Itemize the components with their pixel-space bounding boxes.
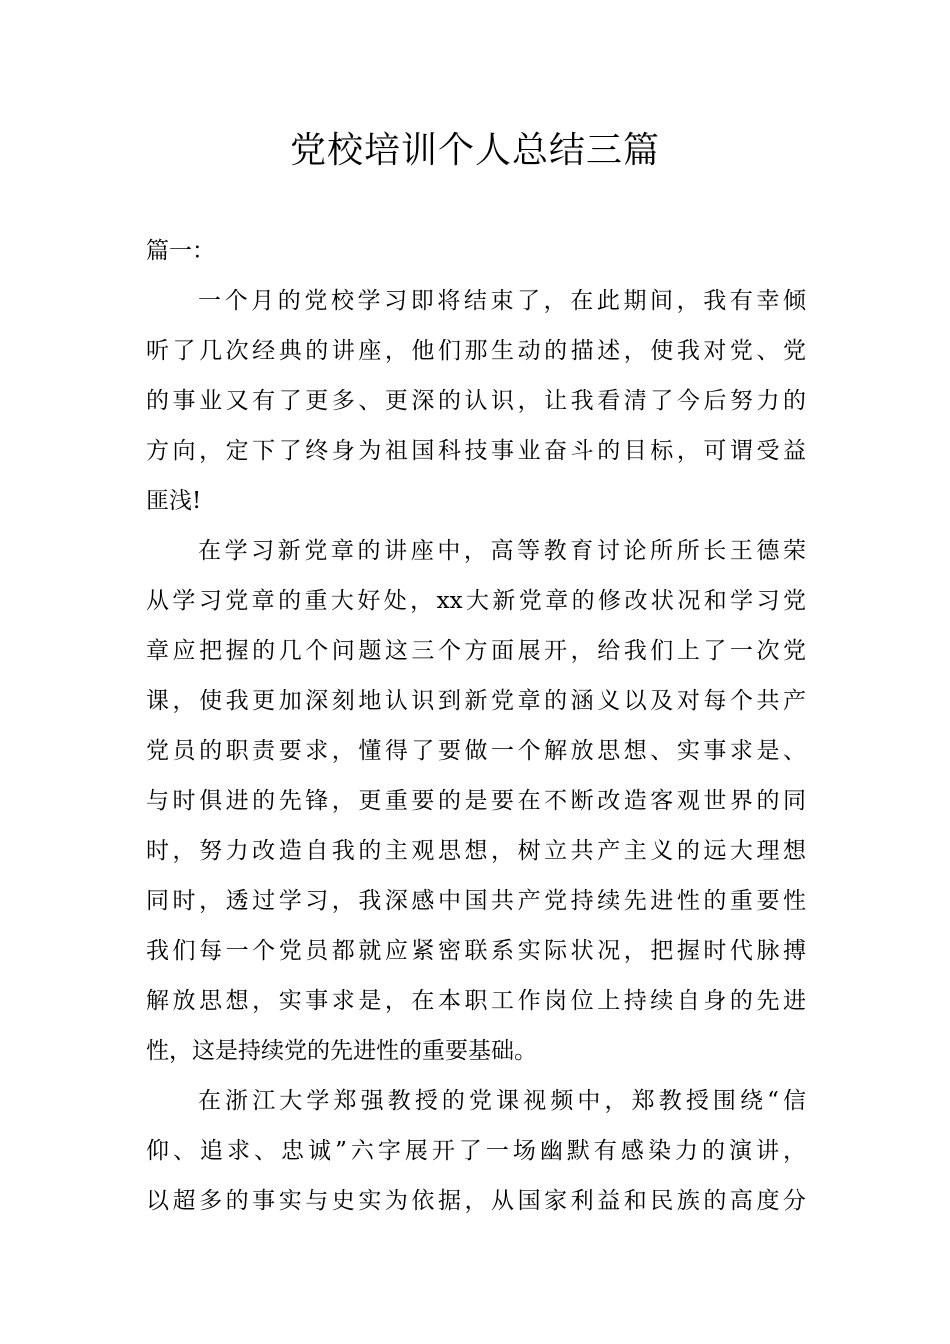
- paragraph-line: 的事业又有了更多、更深的认识，让我看清了今后努力的: [146, 388, 806, 414]
- paragraph-line: 方向，定下了终身为祖国科技事业奋斗的目标，可谓受益: [146, 438, 806, 464]
- document-body: [146, 226, 806, 1226]
- paragraph-line: 匪浅!: [146, 488, 202, 514]
- paragraph-line: 我们每一个党员都就应紧密联系实际状况，把握时代脉搏: [146, 938, 806, 964]
- paragraph-line: 从学习党章的重大好处，xx大新党章的修改状况和学习党: [146, 588, 806, 614]
- paragraph-line: 在学习新党章的讲座中，高等教育讨论所所长王德荣: [198, 538, 806, 564]
- paragraph-line: 与时俱进的先锋，更重要的是要在不断改造客观世界的同: [146, 788, 806, 814]
- paragraph-line: 一个月的党校学习即将结束了，在此期间，我有幸倾: [198, 288, 806, 314]
- paragraph-line: 章应把握的几个问题这三个方面展开，给我们上了一次党: [146, 638, 806, 664]
- paragraph-line: 性，这是持续党的先进性的重要基础。: [146, 1038, 537, 1064]
- paragraph-line: 在浙江大学郑强教授的党课视频中，郑教授围绕“信: [198, 1088, 806, 1114]
- paragraph-line: 同时，透过学习，我深感中国共产党持续先进性的重要性: [146, 888, 806, 914]
- paragraph-line: 仰、追求、忠诚”六字展开了一场幽默有感染力的演讲，: [146, 1138, 806, 1164]
- paragraph-line: 解放思想，实事求是，在本职工作岗位上持续自身的先进: [146, 988, 806, 1014]
- paragraph-line: 课，使我更加深刻地认识到新党章的涵义以及对每个共产: [146, 688, 806, 714]
- paragraph-line: 党员的职责要求，懂得了要做一个解放思想、实事求是、: [146, 738, 806, 764]
- document-title: 党校培训个人总结三篇: [289, 130, 660, 171]
- paragraph-line: 听了几次经典的讲座，他们那生动的描述，使我对党、党: [146, 338, 806, 364]
- paragraph-line: 时，努力改造自我的主观思想，树立共产主义的远大理想: [146, 838, 806, 864]
- paragraph-line: 以超多的事实与史实为依据，从国家利益和民族的高度分: [146, 1188, 806, 1214]
- section-label: 篇一：: [146, 238, 215, 264]
